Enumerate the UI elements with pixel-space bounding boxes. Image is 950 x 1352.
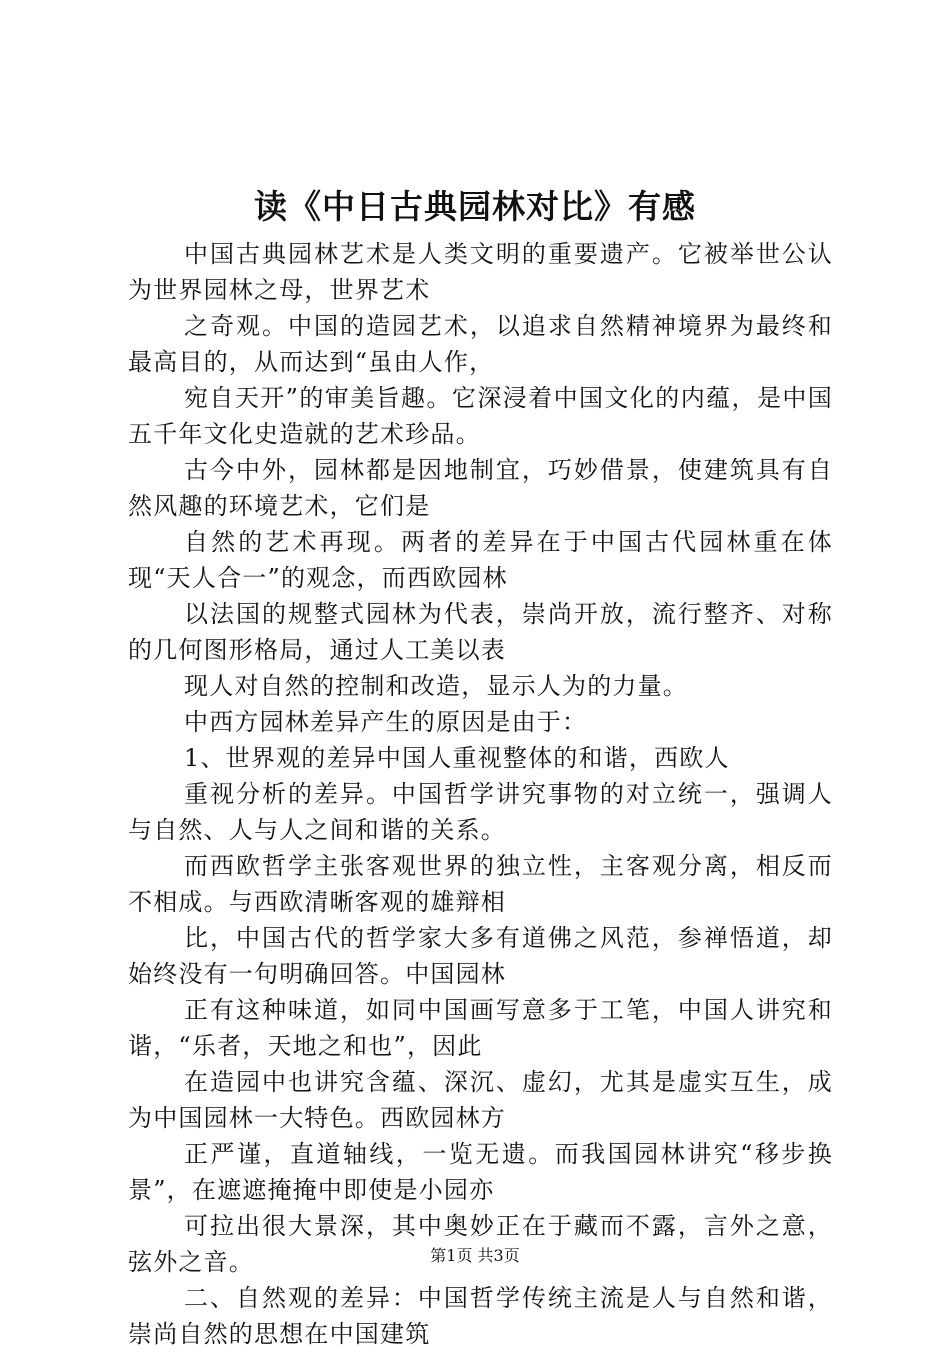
- paragraph: 1、世界观的差异中国人重视整体的和谐，西欧人: [184, 744, 730, 772]
- paragraph: 可拉出很大景深，其中奥妙正在于藏而不露，言外之意，弦外之音。: [128, 1212, 833, 1276]
- paragraph: 重视分析的差异。中国哲学讲究事物的对立统一，强调人与自然、人与人之间和谐的关系。: [128, 780, 833, 844]
- document-title: 读《中日古典园林对比》有感: [254, 187, 696, 226]
- paragraph: 现人对自然的控制和改造，显示人为的力量。: [184, 672, 688, 700]
- paragraph: 比，中国古代的哲学家大多有道佛之风范，参禅悟道，却始终没有一句明确回答。中国园林: [128, 924, 833, 988]
- paragraph: 自然的艺术再现。两者的差异在于中国古代园林重在体现“天人合一”的观念，而西欧园林: [128, 528, 833, 592]
- paragraph: 中西方园林差异产生的原因是由于：: [184, 708, 588, 736]
- paragraph: 正有这种味道，如同中国画写意多于工笔，中国人讲究和谐，“乐者，天地之和也”，因此: [128, 996, 833, 1060]
- paragraph: 中国古典园林艺术是人类文明的重要遗产。它被举世公认为世界园林之母，世界艺术: [128, 240, 833, 304]
- page-number-footer: 第1页 共3页: [430, 1246, 520, 1265]
- paragraph: 在造园中也讲究含蕴、深沉、虚幻，尤其是虚实互生，成为中国园林一大特色。西欧园林方: [128, 1068, 833, 1132]
- paragraph: 之奇观。中国的造园艺术，以追求自然精神境界为最终和最高目的，从而达到“虽由人作，: [128, 312, 833, 376]
- paragraph: 宛自天开”的审美旨趣。它深浸着中国文化的内蕴，是中国五千年文化史造就的艺术珍品。: [128, 384, 833, 448]
- paragraph: 二、自然观的差异：中国哲学传统主流是人与自然和谐，崇尚自然的思想在中国建筑: [128, 1284, 833, 1348]
- document-body: [128, 236, 833, 1352]
- paragraph: 古今中外，园林都是因地制宜，巧妙借景，使建筑具有自然风趣的环境艺术，它们是: [128, 456, 833, 520]
- paragraph: 而西欧哲学主张客观世界的独立性，主客观分离，相反而不相成。与西欧清晰客观的雄辩相: [128, 852, 833, 916]
- paragraph: 以法国的规整式园林为代表，崇尚开放，流行整齐、对称的几何图形格局，通过人工美以表: [128, 600, 833, 664]
- paragraph: 正严谨，直道轴线，一览无遗。而我国园林讲究“移步换景”，在遮遮掩掩中即使是小园亦: [128, 1140, 833, 1204]
